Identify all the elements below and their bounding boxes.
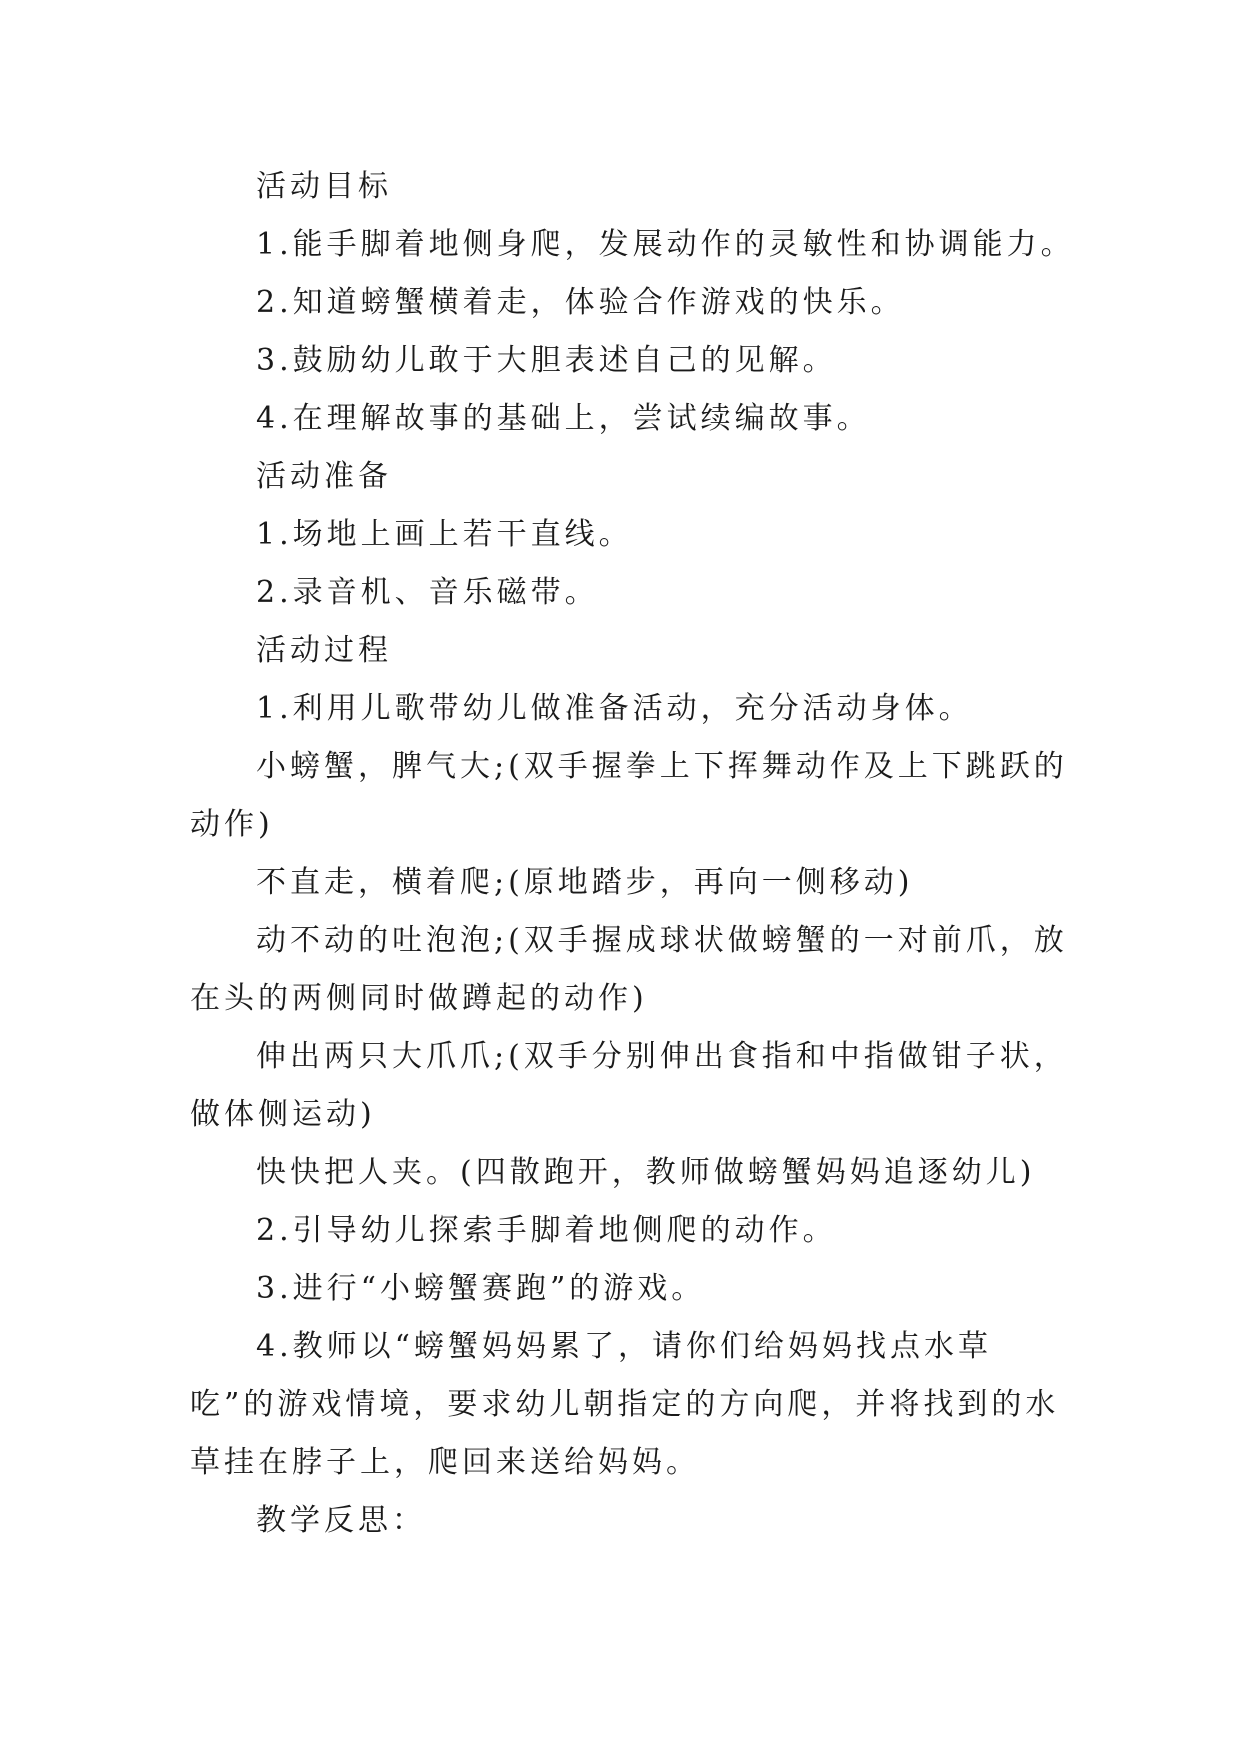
process-step-3: 3.进行“小螃蟹赛跑”的游戏。 (256, 1271, 706, 1306)
rhyme-line-3: 动不动的吐泡泡;(双手握成球状做螃蟹的一对前爪，放在头的两侧同时做蹲起的动作) (190, 923, 1068, 1016)
process-step-2: 2.引导幼儿探索手脚着地侧爬的动作。 (256, 1213, 837, 1248)
preparation-item-2: 2.录音机、音乐磁带。 (256, 575, 599, 610)
goal-item-2: 2.知道螃蟹横着走，体验合作游戏的快乐。 (256, 285, 905, 320)
rhyme-line-4: 伸出两只大爪爪;(双手分别伸出食指和中指做钳子状，做体侧运动) (190, 1039, 1068, 1132)
goal-item-3: 3.鼓励幼儿敢于大胆表述自己的见解。 (256, 343, 837, 378)
document-page (190, 158, 1090, 1550)
goal-item-1: 1.能手脚着地侧身爬，发展动作的灵敏性和协调能力。 (256, 227, 1075, 262)
rhyme-line-2: 不直走，横着爬;(原地踏步，再向一侧移动) (256, 865, 914, 900)
rhyme-line-1: 小螃蟹，脾气大;(双手握拳上下挥舞动作及上下跳跃的动作) (190, 749, 1068, 842)
heading-activity-goals: 活动目标 (256, 169, 392, 204)
process-step-4: 4.教师以“螃蟹妈妈累了，请你们给妈妈找点水草吃”的游戏情境，要求幼儿朝指定的方向爬，并将找到的水草挂在脖子上，爬回来送给妈妈。 (190, 1329, 1060, 1480)
preparation-item-1: 1.场地上画上若干直线。 (256, 517, 633, 552)
rhyme-line-5: 快快把人夹。(四散跑开，教师做螃蟹妈妈追逐幼儿) (256, 1155, 1036, 1190)
process-step-1: 1.利用儿歌带幼儿做准备活动，充分活动身体。 (256, 691, 973, 726)
heading-teaching-reflection: 教学反思： (256, 1503, 426, 1538)
heading-activity-process: 活动过程 (256, 633, 392, 668)
goal-item-4: 4.在理解故事的基础上，尝试续编故事。 (256, 401, 871, 436)
heading-activity-preparation: 活动准备 (256, 459, 392, 494)
